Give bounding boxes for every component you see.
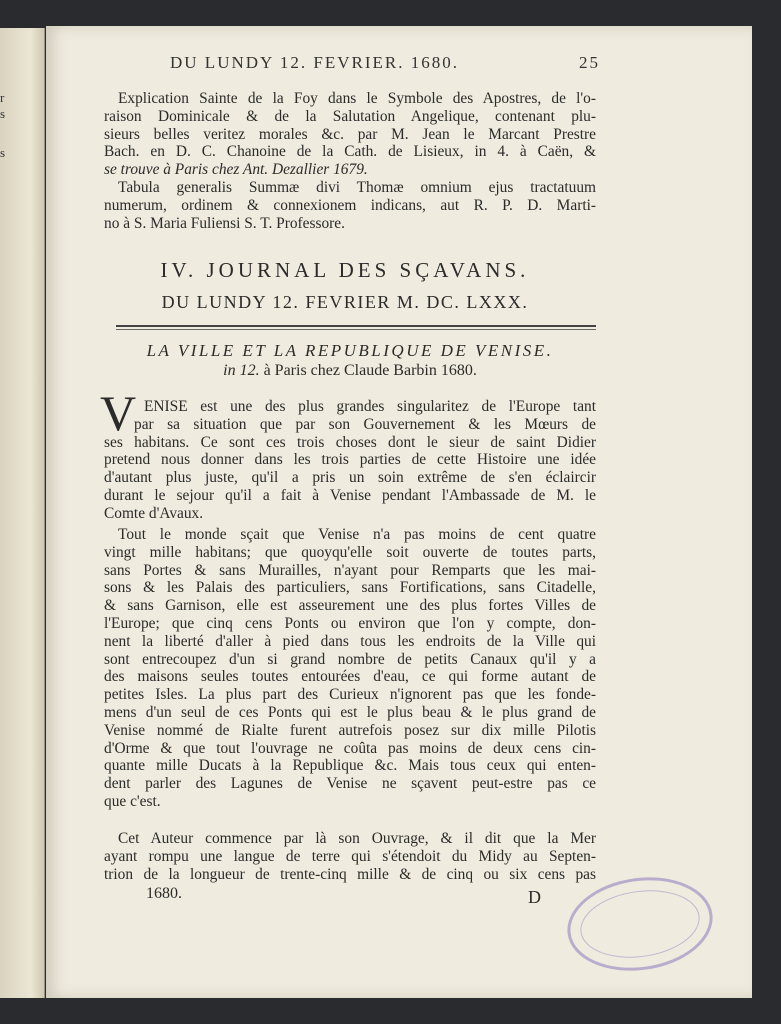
text-line: que c'est.	[104, 792, 161, 810]
book-title: LA VILLE ET LA REPUBLIQUE DE VENISE.	[146, 341, 554, 360]
signature-mark: 1680.	[146, 885, 182, 902]
catchword: D	[528, 887, 541, 907]
text-line: d'Orme & que tout l'ouvrage ne coûta pas moins de deux cens cin-	[104, 739, 596, 757]
text-line: quante mille Ducats à la Republique &c. Mais tous ceux qui enten-	[104, 757, 596, 775]
text-line: sont entrecoupez d'un si grand nombre de petits Canaux qu'il y a	[104, 650, 596, 668]
text-line: Comte d'Avaux.	[104, 504, 204, 522]
text-line: dent parler des Lagunes de Venise ne sçavent peut-estre pas ce	[104, 775, 596, 793]
text-line: Bach. en D. C. Chanoine de la Cath. de Lisieux, in 4. à Caën, &	[104, 143, 596, 161]
text-line: durant le sejour qu'il a fait à Venise pendant l'Ambassade de M. le	[104, 486, 596, 504]
text-line: Explication Sainte de la Foy dans le Symbole des Apostres, de l'o-	[118, 90, 596, 107]
text-line: mens d'un seul de ces Ponts qui est le plus beau & le plus grand de	[104, 703, 596, 721]
text-line: sieurs belles veritez morales &c. par M. Jean le Marcant Prestre	[104, 125, 596, 143]
text-line: des maisons seules toutes entourées d'eau, ce qui forme autant de	[104, 668, 596, 686]
page-number: 25	[579, 53, 600, 72]
paragraph-1	[104, 398, 596, 523]
margin-fragment: s	[0, 106, 6, 121]
text-line: sans Portes & sans Murailles, n'ayant pour Remparts que les mai-	[104, 561, 596, 579]
text-line: nent la liberté d'aller à pied dans tous les endroits de la Ville qui	[104, 632, 596, 650]
text-line: no à S. Maria Fuliensi S. T. Professore.	[104, 214, 345, 232]
text-line: par sa situation que par son Gouvernement & les Mœurs de	[134, 415, 596, 433]
text-line: pretend nous donner dans les trois parties de cette Histoire une idée	[104, 451, 596, 469]
text-line: ENISE est une des plus grandes singularitez de l'Europe tant	[144, 398, 596, 415]
text-line: vingt mille habitans; que quoyqu'elle soit ouverte de toutes parts,	[104, 543, 596, 561]
text-line: trion de la longueur de trente-cinq mille & de cinq ou six cens pas	[104, 865, 596, 883]
divider-rule	[116, 325, 596, 330]
running-head-title: DU LUNDY 12. FEVRIER. 1680.	[170, 53, 460, 72]
text-line: l'Europe; que cinq cens Ponts ou environ que l'on y compte, don-	[104, 614, 596, 632]
text-line: ayant rompu une langue de terre qui s'étendoit du Midy au Septen-	[104, 847, 596, 865]
text-line: raison Dominicale & de la Salutation Angelique, contenant plu-	[104, 107, 596, 125]
text-line: Tout le monde sçait que Venise n'a pas moins de cent quatre	[118, 526, 596, 543]
text-line: se trouve à Paris chez Ant. Dezallier 1679.	[104, 161, 368, 179]
book-imprint	[104, 362, 596, 380]
margin-fragment: r	[0, 90, 5, 105]
text-line: numerum, ordinem & connexionem indicans, aut R. P. D. Marti-	[104, 196, 596, 214]
text-line: Cet Auteur commence par là son Ouvrage, & il dit que la Mer	[118, 830, 596, 847]
margin-fragment: s	[0, 145, 6, 160]
preface-text	[104, 90, 596, 232]
text-line: ses habitans. Ce sont ces trois choses dont le sieur de saint Didier	[104, 433, 596, 451]
section-title: IV. JOURNAL DES SÇAVANS.	[160, 258, 530, 282]
text-line: sons & les Palais des particuliers, sans Fortifications, sans Citadelle,	[104, 579, 596, 597]
book-publisher: à Paris chez Claude Barbin 1680.	[263, 362, 477, 379]
section-date: DU LUNDY 12. FEVRIER M. DC. LXXX.	[161, 292, 529, 312]
book-format: in 12.	[223, 362, 260, 379]
text-line: & sans Garnison, elle est asseurement une des plus fortes Villes de	[104, 597, 596, 615]
text-line: d'autant plus juste, qu'il a pris un soin extrême de s'en éclaircir	[104, 469, 596, 487]
text-line: Tabula generalis Summæ divi Thomæ omnium ejus tractatuum	[118, 178, 596, 196]
paragraph-2	[104, 526, 596, 811]
paragraph-3	[104, 830, 596, 883]
text-line: petites Isles. La plus part des Curieux n'ignorent pas que les fonde-	[104, 686, 596, 704]
facing-page-edge	[0, 28, 45, 998]
text-line: Venise nommé de Rialte furent autrefois posez sur dix mille Pilotis	[104, 721, 596, 739]
drop-cap: V	[100, 385, 137, 441]
running-head	[170, 49, 610, 77]
